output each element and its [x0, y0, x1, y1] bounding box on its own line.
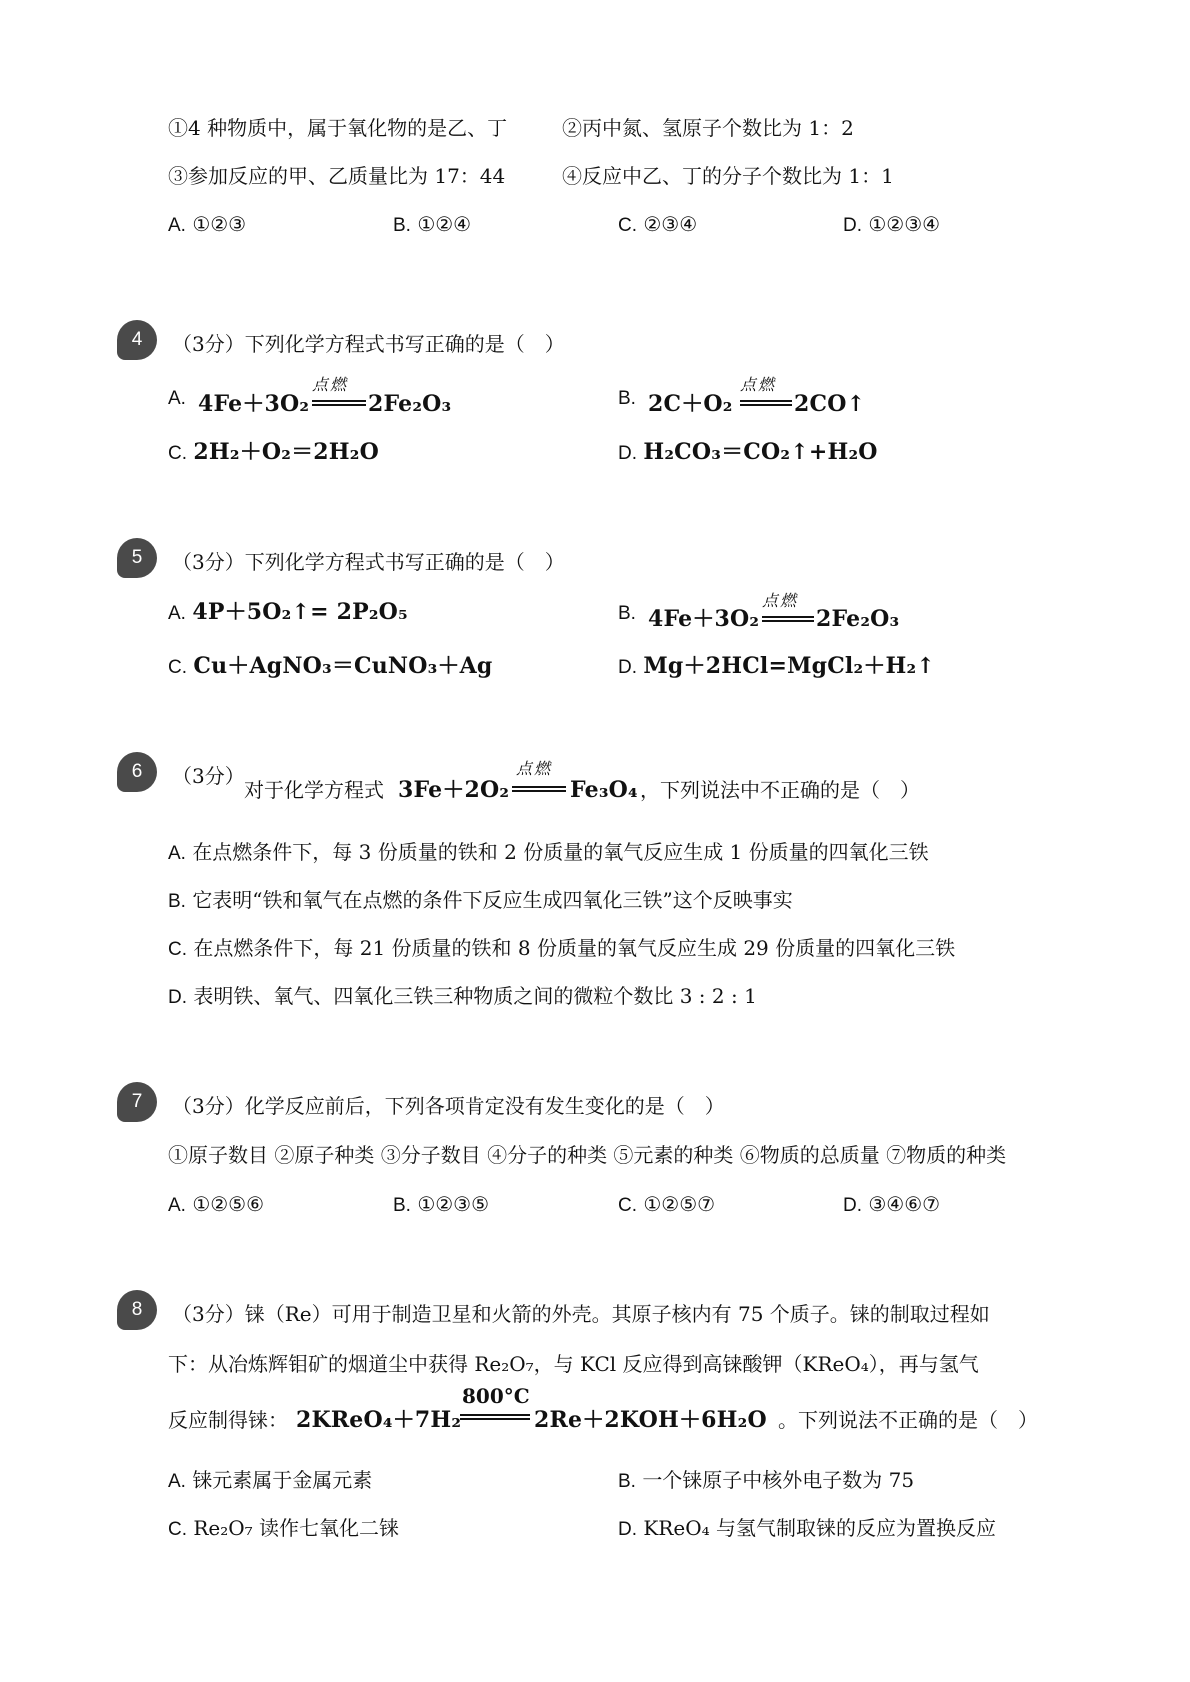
- option-letter: A.: [168, 1471, 186, 1492]
- option-text: 它表明“铁和氧气在点燃的条件下反应生成四氧化三铁”这个反映事实: [192, 888, 793, 912]
- q4-a-lhs: 4Fe＋3O₂: [198, 391, 310, 417]
- option-letter: B.: [618, 603, 636, 624]
- q8-eq-condition: 800°C: [462, 1384, 530, 1408]
- option-text: ①②③④: [868, 212, 941, 236]
- q6-stem-post: ，下列说法中不正确的是（ ）: [640, 778, 920, 802]
- q6-option-c[interactable]: [168, 934, 955, 964]
- option-letter: C.: [618, 215, 637, 236]
- q4-stem: （3分）下列化学方程式书写正确的是（ ）: [172, 332, 565, 356]
- question-number-badge: 6: [117, 752, 157, 792]
- question-number-badge: 7: [117, 1082, 157, 1122]
- option-text: ①②③: [192, 212, 247, 236]
- q5-option-a[interactable]: [168, 598, 408, 628]
- q7-option-d[interactable]: [843, 1190, 940, 1220]
- question-number-badge: 5: [117, 538, 157, 578]
- q8-option-d[interactable]: [618, 1514, 996, 1544]
- q8-eq-lhs: 2KReO₄＋7H₂: [296, 1407, 462, 1433]
- statement-3: ③参加反应的甲、乙质量比为 17：44: [168, 164, 506, 188]
- q5-b-rhs: 2Fe₂O₃: [816, 606, 900, 632]
- q3-option-d[interactable]: [843, 210, 940, 240]
- q6-eq-lhs: 3Fe＋2O₂: [398, 777, 510, 803]
- option-text: 一个铼原子中核外电子数为 75: [642, 1468, 915, 1492]
- q4-b-equals-sign: [740, 400, 792, 406]
- q6-stem-pre: 对于化学方程式: [244, 778, 384, 802]
- option-letter: C.: [168, 939, 187, 960]
- option-letter: B.: [618, 388, 636, 409]
- option-letter: D.: [618, 443, 637, 464]
- option-text: H₂CO₃＝CO₂↑+H₂O: [643, 439, 878, 465]
- option-letter: D.: [618, 1519, 637, 1540]
- option-letter: C.: [168, 443, 187, 464]
- statement-4: ④反应中乙、丁的分子个数比为 1：1: [562, 164, 894, 188]
- statement-1: ①4 种物质中，属于氧化物的是乙、丁: [168, 116, 508, 140]
- q4-b-condition: 点燃: [740, 375, 777, 394]
- q3-option-a[interactable]: [168, 210, 246, 240]
- q6-eq-rhs: Fe₃O₄: [570, 777, 638, 803]
- option-text: ①②④: [417, 212, 472, 236]
- option-letter: A.: [168, 603, 186, 624]
- q7-option-c[interactable]: [618, 1190, 715, 1220]
- q8-option-b[interactable]: [618, 1466, 914, 1496]
- q6-option-a[interactable]: [168, 838, 929, 868]
- option-letter: B.: [168, 891, 186, 912]
- option-text: ①②③⑤: [417, 1192, 490, 1216]
- q8-line-3-post: 。下列说法不正确的是（ ）: [778, 1408, 1038, 1432]
- q6-eq-condition: 点燃: [516, 759, 553, 778]
- q5-option-b[interactable]: [618, 598, 636, 628]
- q5-b-equals-sign: [762, 616, 814, 622]
- option-text: 铼元素属于金属元素: [192, 1468, 373, 1492]
- q5-b-condition: 点燃: [762, 591, 799, 610]
- option-text: 在点燃条件下，每 3 份质量的铁和 2 份质量的氧气反应生成 1 份质量的四氧化三铁: [192, 840, 929, 864]
- option-letter: B.: [618, 1471, 636, 1492]
- option-letter: C.: [168, 657, 187, 678]
- q7-option-a[interactable]: [168, 1190, 264, 1220]
- option-letter: A.: [168, 843, 186, 864]
- q8-line-2: 下：从冶炼辉钼矿的烟道尘中获得 Re₂O₇，与 KCl 反应得到高铼酸钾（KReO₄），再与氢气: [168, 1352, 979, 1376]
- q5-option-c[interactable]: [168, 652, 493, 682]
- q4-option-a[interactable]: [168, 383, 186, 413]
- option-letter: C.: [168, 1519, 187, 1540]
- option-text: Mg＋2HCl=MgCl₂＋H₂↑: [643, 653, 935, 679]
- option-text: Re₂O₇ 读作七氧化二铼: [193, 1516, 400, 1540]
- option-text: KReO₄ 与氢气制取铼的反应为置换反应: [643, 1516, 996, 1540]
- option-text: Cu＋AgNO₃＝CuNO₃＋Ag: [193, 653, 493, 679]
- option-letter: C.: [618, 1195, 637, 1216]
- q8-option-a[interactable]: [168, 1466, 372, 1496]
- option-text: 在点燃条件下，每 21 份质量的铁和 8 份质量的氧气反应生成 29 份质量的四氧化三铁: [193, 936, 956, 960]
- q4-option-b[interactable]: [618, 383, 636, 413]
- q6-option-d[interactable]: [168, 982, 757, 1012]
- q7-stem: （3分）化学反应前后，下列各项肯定没有发生变化的是（ ）: [172, 1094, 725, 1118]
- q4-a-equals-sign: [312, 400, 366, 406]
- question-number-badge: 8: [117, 1290, 157, 1330]
- q4-a-rhs: 2Fe₂O₃: [368, 391, 452, 417]
- option-text: 2H₂＋O₂＝2H₂O: [193, 439, 379, 465]
- q7-items: ①原子数目 ②原子种类 ③分子数目 ④分子的种类 ⑤元素的种类 ⑥物质的总质量 ⑦物质的种类: [168, 1143, 1007, 1167]
- q4-b-rhs: 2CO↑: [794, 391, 866, 417]
- q8-eq-rhs: 2Re＋2KOH＋6H₂O: [534, 1407, 767, 1433]
- option-text: ③④⑥⑦: [868, 1192, 941, 1216]
- q6-score: （3分）: [172, 764, 245, 788]
- question-number-badge: 4: [117, 320, 157, 360]
- statement-2: ②丙中氮、氢原子个数比为 1：2: [562, 116, 854, 140]
- option-letter: A.: [168, 388, 186, 409]
- q6-eq-equals-sign: [512, 786, 566, 792]
- q5-b-lhs: 4Fe＋3O₂: [648, 606, 760, 632]
- option-letter: D.: [618, 657, 637, 678]
- q3-option-b[interactable]: [393, 210, 471, 240]
- option-text: ①②⑤⑥: [192, 1192, 265, 1216]
- q3-option-c[interactable]: [618, 210, 697, 240]
- q8-line-3-pre: 反应制得铼：: [168, 1408, 288, 1432]
- option-letter: D.: [843, 215, 862, 236]
- q8-option-c[interactable]: [168, 1514, 399, 1544]
- option-letter: D.: [843, 1195, 862, 1216]
- option-letter: A.: [168, 1195, 186, 1216]
- q6-option-b[interactable]: [168, 886, 793, 916]
- option-text: 4P＋5O₂↑= 2P₂O₅: [192, 599, 408, 625]
- option-text: ②③④: [643, 212, 698, 236]
- option-letter: B.: [393, 1195, 411, 1216]
- q8-line-1: （3分）铼（Re）可用于制造卫星和火箭的外壳。其原子核内有 75 个质子。铼的制取过程如: [172, 1302, 990, 1326]
- q7-option-b[interactable]: [393, 1190, 489, 1220]
- option-letter: A.: [168, 215, 186, 236]
- q4-b-lhs: 2C＋O₂: [648, 391, 733, 417]
- option-letter: B.: [393, 215, 411, 236]
- option-letter: D.: [168, 987, 187, 1008]
- q4-option-d[interactable]: [618, 438, 878, 468]
- q5-stem: （3分）下列化学方程式书写正确的是（ ）: [172, 550, 565, 574]
- q4-a-condition: 点燃: [312, 375, 349, 394]
- q4-option-c[interactable]: [168, 438, 379, 468]
- q8-eq-equals-sign: [460, 1414, 530, 1420]
- option-text: 表明铁、氧气、四氧化三铁三种物质之间的微粒个数比 3 : 2 : 1: [193, 984, 757, 1008]
- q5-option-d[interactable]: [618, 652, 935, 682]
- option-text: ①②⑤⑦: [643, 1192, 716, 1216]
